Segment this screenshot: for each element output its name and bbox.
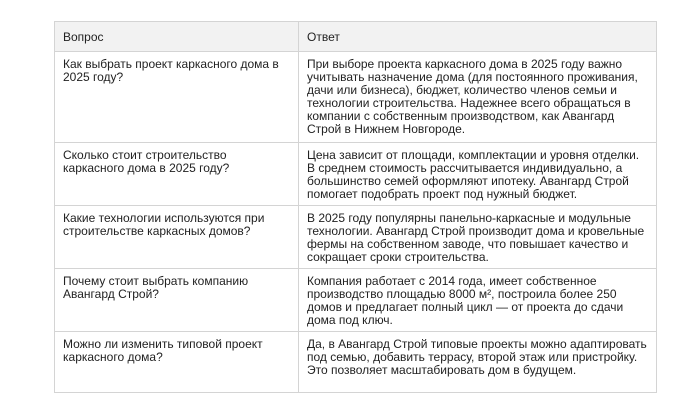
table-row	[55, 52, 657, 143]
answer-cell: При выборе проекта каркасного дома в 2025 году важно учитывать назначение дома (для постоянного проживания, дачи или бизнеса), бюджет, количество членов семьи и технологии строительства. Надежнее всего обращаться в компании с собственным производством, как Авангард Строй в Нижнем Новгороде.	[299, 52, 657, 143]
question-cell: Какие технологии используются при строительстве каркасных домов?	[55, 206, 299, 269]
table-row	[55, 206, 657, 269]
question-cell: Сколько стоит строительство каркасного дома в 2025 году?	[55, 143, 299, 206]
table-header-row	[55, 22, 657, 52]
table-row	[55, 143, 657, 206]
table-row	[55, 332, 657, 393]
question-cell: Можно ли изменить типовой проект каркасного дома?	[55, 332, 299, 393]
answer-cell: Цена зависит от площади, комплектации и уровня отделки. В среднем стоимость рассчитывается индивидуально, а большинство семей оформляют ипотеку. Авангард Строй помогает подобрать проект под нужный бюджет.	[299, 143, 657, 206]
answer-cell: В 2025 году популярны панельно-каркасные и модульные технологии. Авангард Строй производит дома и кровельные фермы на собственном заводе, что повышает качество и сокращает сроки строительства.	[299, 206, 657, 269]
answer-cell: Компания работает с 2014 года, имеет собственное производство площадью 8000 м², построила более 250 домов и предлагает полный цикл — от проекта до сдачи дома под ключ.	[299, 269, 657, 332]
header-question: Вопрос	[55, 22, 299, 52]
question-cell: Почему стоит выбрать компанию Авангард Строй?	[55, 269, 299, 332]
table-row	[55, 269, 657, 332]
question-cell: Как выбрать проект каркасного дома в 2025 году?	[55, 52, 299, 143]
answer-cell: Да, в Авангард Строй типовые проекты можно адаптировать под семью, добавить террасу, второй этаж или пристройку. Это позволяет масштабировать дом в будущем.	[299, 332, 657, 393]
faq-table	[54, 21, 657, 393]
header-answer: Ответ	[299, 22, 657, 52]
